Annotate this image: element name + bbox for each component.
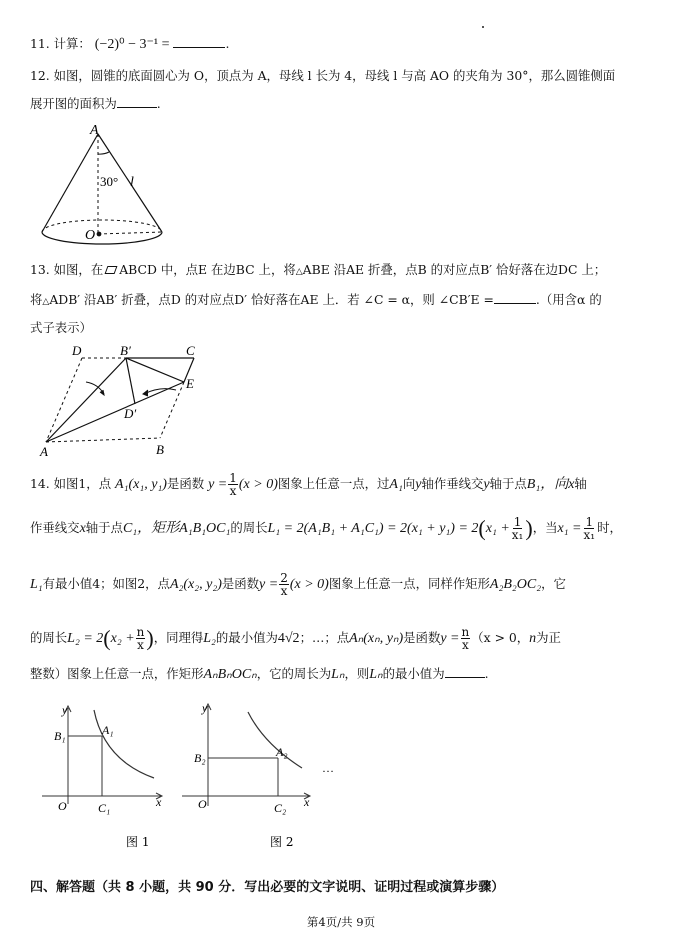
fold-arrow-2-head [143, 390, 148, 396]
q14-l5h: . [484, 666, 489, 681]
q11-label: 11. 计算： [30, 36, 91, 51]
q14-l3d: ；如图2，点 [100, 576, 170, 591]
label-B: B [156, 442, 164, 457]
q14-l5g: 的最小值为 [382, 666, 445, 681]
cone-apex-label: A [90, 124, 99, 138]
parallelogram-symbol [105, 266, 118, 274]
q14-l4-frac2-den: x [461, 638, 469, 652]
segment-BpE [126, 358, 184, 382]
q14-l3k: ，它 [541, 576, 566, 591]
q12-label: 12. 如图，圆锥的底面圆心为 [30, 68, 190, 83]
q12-line2-text: 展开图的面积为 [30, 96, 117, 111]
q13-l2c: AB′ 折叠，点 [96, 292, 171, 307]
fig1-A-label: A₁ [102, 723, 114, 737]
q13-l1b: ABCD 中，点 [119, 262, 199, 277]
q14-l1a: 14. 如图1，点 [30, 476, 112, 491]
q12-line-2 [30, 98, 161, 110]
q11-line [30, 38, 229, 52]
cone-angle-arc [98, 152, 109, 154]
q13-line-2 [30, 294, 602, 307]
q13-l1c: E 在边 [198, 262, 236, 277]
edge-AB [46, 438, 160, 442]
speck [482, 26, 484, 28]
q14-l4-fraction-2 [461, 626, 471, 651]
q14-l4-fraction [136, 626, 146, 651]
q14-answer-blank[interactable] [445, 677, 485, 678]
q14-l1n: x [568, 477, 575, 492]
q14-l4-frac2-num: n [461, 625, 470, 639]
q13-line-3 [30, 322, 92, 334]
fig1-B-label: B₁ [54, 729, 66, 743]
q14-l3-frac-num: 2 [280, 571, 288, 585]
q14-l1c: 是函数 [166, 476, 205, 491]
cone-left-edge [42, 134, 98, 232]
edge-DA [46, 358, 82, 442]
q13-l1i: DC 上； [558, 262, 607, 277]
q14-l1-fraction [228, 472, 238, 497]
q14-l1-frac-den: x [229, 484, 237, 498]
q14-l1f: 图象上任意一点，过 [277, 476, 390, 491]
q14-l3-frac-den: x [280, 584, 288, 598]
cone-figure [38, 124, 168, 250]
fig2-origin-label: O [198, 797, 207, 811]
q13-l1g: B 的对应点 [417, 262, 481, 277]
cone-center-dot [97, 232, 102, 237]
label-Dp: D′ [124, 406, 137, 421]
q14-l3f: 是函数 [221, 576, 260, 591]
q14-l1o: 轴 [574, 476, 587, 491]
q14-l4m: n [529, 631, 537, 646]
fig2-y-label: y [202, 701, 208, 715]
q14-line-1 [30, 472, 587, 497]
q14-l2h: x₁ + [485, 521, 510, 536]
paren-open-2: ( [103, 625, 111, 651]
q13-l2e: D′ 恰好落在 [234, 292, 301, 307]
q11-end: . [225, 36, 230, 51]
triangle-symbol-2: △ [42, 297, 50, 307]
q14-l4j: 是函数 [403, 630, 441, 645]
q14-l2-frac-den: x₁ [511, 528, 524, 542]
q14-l2-fraction [511, 516, 525, 541]
q14-l1-frac-num: 1 [229, 471, 237, 485]
q14-l4g: 4√2 [277, 631, 300, 646]
cone-center-label: O [85, 228, 96, 243]
q14-l2g: L₁ = 2(A₁B₁ + A₁C₁) = 2(x₁ + y₁) = 2 [267, 521, 479, 536]
q14-l1d: y = [208, 477, 228, 492]
page-footer: 第4页/共 9页 [306, 915, 376, 929]
fig2-curve [248, 712, 302, 768]
q14-l2e: A₁B₁OC₁ [179, 521, 231, 536]
q14-l2-frac2-den: x₁ [583, 528, 596, 542]
q14-l5b: AₙBₙOCₙ [203, 667, 257, 682]
graph-figure-2 [180, 700, 350, 856]
paren-open-1: ( [478, 515, 486, 541]
label-D: D [72, 343, 82, 358]
paren-close-2: ) [146, 625, 154, 651]
q13-l1f: AE 折叠，点 [346, 262, 418, 277]
q12-t4: l 与高 [393, 68, 426, 83]
q14-l5a: 整数）图象上任意一点，作矩形 [30, 666, 204, 681]
q11-expr: (−2)⁰ − 3⁻¹ = [94, 37, 170, 52]
fig2-ellipsis: … [322, 761, 334, 775]
q14-l2a: 作垂线交 [30, 520, 80, 535]
cone-angle-label: 30° [100, 174, 119, 189]
fig2-A-label: A₂ [276, 745, 288, 759]
q14-l4k: y = [440, 631, 460, 646]
q14-l4h: ；…；点 [299, 630, 350, 645]
q13-l2f: AE 上．若 ∠C = α，则 ∠CB′E = [300, 292, 494, 307]
parallelogram-figure [36, 340, 216, 460]
q13-l1h: B′ 恰好落在边 [480, 262, 559, 277]
fig1-curve [94, 710, 154, 778]
q14-l3i: 图象上任意一点，同样作矩形 [328, 576, 490, 591]
q14-l2f: 的周长 [230, 520, 268, 535]
fig1-y-label: y [62, 703, 68, 717]
q13-line-1 [30, 264, 606, 277]
fig2-C-label: C₂ [274, 801, 287, 815]
paren-close-1: ) [525, 515, 533, 541]
fig1-caption: 图 1 [126, 835, 150, 849]
q14-l1j: 轴作垂线交 [421, 476, 484, 491]
q14-l3j: A₂B₂OC₂ [489, 577, 542, 592]
q14-l4a: 的周长 [30, 630, 68, 645]
fold-arrow-1-head [100, 390, 104, 395]
cone-slant-label: l [130, 175, 134, 190]
fig1-C-label: C₁ [98, 801, 111, 815]
q14-l2-rect [179, 520, 230, 535]
q14-l2d: C₁，矩形 [122, 521, 180, 536]
q14-l4-frac-num: n [136, 625, 145, 639]
segment-BpDp [126, 358, 135, 404]
q14-l1b: A₁(x₁, y₁) [115, 477, 167, 492]
q14-l2j: x₁ = [557, 521, 582, 536]
fig1-x-label: x [156, 795, 162, 809]
q14-l2-frac-num: 1 [513, 515, 522, 529]
q14-l3a: L₁ [30, 577, 43, 592]
q12-answer-blank[interactable] [117, 107, 157, 108]
q14-l3e: A₂(x₂, y₂) [169, 577, 222, 592]
q14-l1i: y [415, 477, 422, 492]
q12-t3: l 长为 4，母线 [307, 68, 390, 83]
fig2-x-label: x [304, 795, 310, 809]
q13-l1a: 13. 如图，在 [30, 262, 104, 277]
q14-l4c: x₂ + [110, 631, 135, 646]
q14-l1h: 向 [402, 476, 416, 491]
q13-answer-blank[interactable] [494, 303, 536, 304]
q12-line-1 [30, 70, 615, 82]
triangle-symbol-1: △ [295, 267, 303, 277]
q14-l2-fraction-2 [583, 516, 597, 541]
q14-l3-fraction [279, 572, 289, 597]
q14-l4f: 的最小值为 [215, 630, 278, 645]
q14-l1g: A₁ [389, 477, 403, 492]
q13-l1d: BC 上，将 [235, 262, 296, 277]
q14-l3g: y = [259, 577, 279, 592]
q14-l1l: 轴于点 [489, 476, 527, 491]
q13-l3: 式子表示） [30, 320, 92, 335]
fig2-caption: 图 2 [270, 835, 294, 849]
q14-l4n: 为正 [536, 630, 561, 645]
q14-l2-frac2-num: 1 [585, 515, 594, 529]
q14-l4e: L₂ [203, 631, 216, 646]
q14-l2k: 时， [597, 520, 622, 535]
q12-end: . [156, 96, 161, 111]
fig1-origin-label: O [58, 799, 67, 813]
q11-answer-blank[interactable] [173, 47, 225, 48]
q14-l1e: (x > 0) [238, 477, 278, 492]
cone-base-back [42, 220, 162, 232]
q13-l2d: D 的对应点 [170, 292, 235, 307]
fold-arrow-2 [144, 389, 176, 394]
q14-l2c: 轴于点 [85, 520, 123, 535]
cone-radius [98, 232, 162, 234]
q14-line-2 [30, 516, 622, 541]
segment-ABp [46, 358, 126, 442]
q14-l3c: 4 [92, 576, 101, 591]
q14-line-3 [30, 572, 566, 597]
q13-l1e: ABE 沿 [302, 262, 347, 277]
label-Bp: B′ [120, 343, 131, 358]
label-E: E [186, 376, 194, 391]
q14-l1k: y [483, 477, 490, 492]
q14-line-5 [30, 668, 489, 682]
label-C: C [186, 343, 195, 358]
q14-l4l: （x > 0， [471, 630, 530, 645]
cone-base-front [42, 232, 162, 244]
q14-l5f: Lₙ [369, 667, 383, 682]
q14-l5d: Lₙ [331, 667, 345, 682]
q14-line-4 [30, 626, 561, 651]
q14-l2b: x [79, 521, 86, 536]
q12-t1: O，顶点为 [193, 68, 254, 83]
q13-l2h: α 的 [577, 292, 602, 307]
q14-l4d: ，同理得 [153, 630, 204, 645]
segment-AE [46, 382, 184, 442]
q14-l2i: ，当 [532, 520, 558, 535]
label-A: A [40, 444, 48, 459]
section-four-heading: 四、解答题（共 8 小题，共 90 分．写出必要的文字说明、证明过程或演算步骤） [30, 880, 505, 895]
q14-l5e: ，则 [344, 666, 370, 681]
q14-l4i: Aₙ(xₙ, yₙ) [349, 631, 404, 646]
q14-l5c: ，它的周长为 [256, 666, 332, 681]
q14-l1m: B₁，向 [526, 477, 569, 492]
q13-l2a: 将 [30, 292, 43, 307]
q12-t5: AO 的夹角为 30°，那么圆锥侧面 [429, 68, 616, 83]
q13-l2b: ADB′ 沿 [49, 292, 97, 307]
q14-l4b: L₂ = 2 [67, 631, 104, 646]
fig2-B-label: B₂ [194, 751, 206, 765]
graph-figure-1 [38, 700, 168, 856]
q14-l3b: 有最小值 [42, 576, 93, 591]
q14-l4-frac-den: x [137, 638, 144, 652]
q12-t2: A，母线 [257, 68, 304, 83]
q13-l2g: .（用含 [535, 292, 578, 307]
q14-l3h: (x > 0) [289, 577, 329, 592]
